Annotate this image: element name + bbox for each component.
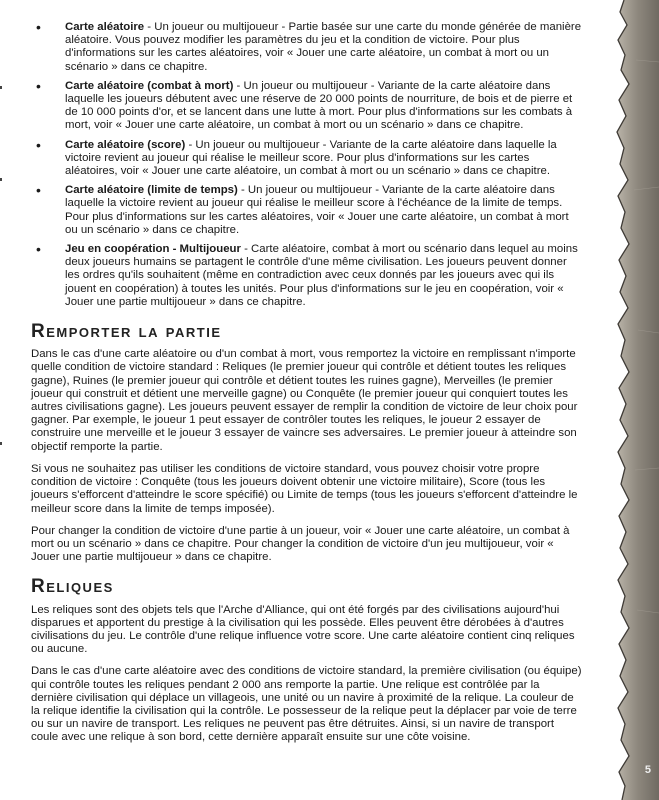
list-item (31, 184, 583, 237)
paragraph: Pour changer la condition de victoire d'une partie à un joueur, voir « Jouer une carte aléatoire, un combat à mort ou un scénario » dans ce chapitre. Pour changer la condition de victoire d'un jeu multijoueur, voir « Jouer une partie multijoueur » dans ce chapitre. (31, 524, 570, 564)
paragraph: Dans le cas d'une carte aléatoire ou d'un combat à mort, vous remportez la victoire en remplissant n'importe quelle condition de victoire standard : Reliques (le premier joueur qui contrôle et détient toutes les reliques gagne), Ruines (le premier joueur qui contrôle et détient toutes les ruines gagne), Merveilles (le premier joueur qui construit et détient une merveille gagne) ou Conquête (le premier joueur qui conquiert toutes les autres civilisations gagne). Les joueurs peuvent essayer de remplir la condition de victoire de leur choix pour gagner. Par exemple, le joueur 1 peut essayer de contrôler toutes les reliques, le joueur 2 essayer de construire une merveille et le joueur 3 essayer de vaincre ses adversaires. Le premier joueur à atteindre son objectif remporte la partie. (31, 348, 578, 453)
list-item (31, 136, 583, 179)
list-item (31, 243, 583, 309)
list-item-term: Carte aléatoire (limite de temps) (65, 184, 238, 197)
section-heading: Reliques (31, 576, 114, 598)
list-item-text: - Carte aléatoire, combat à mort ou scénario dans lequel au moins deux joueurs humains se partagent le contrôle d'une même civilisation. Les joueurs peuvent donner les ordres qu'ils souhaitent (même en contradiction avec ceux donnés par les joueurs avec qui ils jouent en coopération) à toutes les unités. Pour plus d'informations sur le jeu en coopération, voir « Jouer une partie multijoueur » dans ce chapitre. (65, 243, 578, 308)
bullet-icon: • (36, 19, 41, 35)
list-item-term: Carte aléatoire (combat à mort) (65, 79, 234, 92)
page-content (31, 21, 583, 754)
list-item-term: Carte aléatoire (65, 21, 145, 33)
list-item-text: - Un joueur ou multijoueur - Variante de la carte aléatoire dans laquelle la victoire revient au joueur qui réalise le meilleur score. Pour plus d'informations sur les cartes aléatoires, voir « Jouer une carte aléatoire, un combat à mort ou un scénario » dans ce chapitre. (65, 138, 557, 178)
torn-paper-edge (584, 0, 659, 800)
list-item-term: Carte aléatoire (score) (65, 138, 186, 151)
page-number: 5 (644, 764, 651, 776)
game-mode-list (31, 21, 583, 309)
list-item (31, 77, 583, 133)
section-heading: Remporter la partie (31, 321, 222, 343)
list-item (31, 21, 583, 74)
bullet-icon: • (36, 241, 41, 258)
list-item-text: - Un joueur ou multijoueur - Variante de la carte aléatoire dans laquelle les joueurs débutent avec une réserve de 20 000 points de nourriture, de bois et de pierre et de 10 000 points d'or, et se lancent dans une lutte à mort. Pour plus d'informations sur les combats à mort, voir « Jouer une carte aléatoire, un combat à mort ou un scénario » dans ce chapitre. (65, 79, 573, 132)
list-item-text: - Un joueur ou multijoueur - Partie basée sur une carte du monde générée de manière aléatoire. Vous pouvez modifier les paramètres du jeu et la condition de victoire. Pour plus d'informations sur les cartes aléatoires, voir « Jouer une carte aléatoire, un combat à mort ou un scénario » dans ce chapitre. (65, 21, 582, 73)
bullet-icon: • (36, 136, 41, 153)
list-item-term: Jeu en coopération - Multijoueur (65, 243, 241, 256)
margin-mark (0, 178, 2, 181)
paragraph: Si vous ne souhaitez pas utiliser les conditions de victoire standard, vous pouvez choisir votre propre condition de victoire : Conquête (tous les joueurs doivent obtenir une victoire militaire), Score (tous les joueurs s'efforcent d'atteindre le score spécifié) ou Limite de temps (tous les joueurs s'efforcent d'atteindre le meilleur score dans la limite de temps imposée). (31, 462, 578, 515)
margin-mark (0, 86, 2, 89)
bullet-icon: • (36, 182, 41, 199)
list-item-text: - Un joueur ou multijoueur - Variante de la carte aléatoire dans laquelle la victoire revient au joueur qui réalise le meilleur score à l'échéance de la limite de temps. Pour plus d'informations sur les cartes aléatoires, voir « Jouer une carte aléatoire, un combat à mort ou un scénario » dans ce chapitre. (65, 184, 569, 236)
paragraph: Dans le cas d'une carte aléatoire avec des conditions de victoire standard, la première civilisation (ou équipe) qui contrôle toutes les reliques pendant 2 000 ans remporte la partie. Une relique est contrôlée par la dernière civilisation qui déplace un villageois, une unité ou un navire à proximité de la relique. La couleur de la relique identifie la civilisation qui la contrôle. Le possesseur de la relique peut la déplacer par voie de terre ou sur un navire de transport. Les reliques ne peuvent pas être détruites. Ainsi, si un navire de transport coule avec une relique à son bord, cette dernière apparaît ensuite sur une côte voisine. (31, 665, 582, 744)
paragraph: Les reliques sont des objets tels que l'Arche d'Alliance, qui ont été forgés par des civilisations aujourd'hui disparues et apportent du prestige à la civilisation qui les possède. Elles peuvent être dérobées à d'autres civilisations du jeu. Le contrôle d'une relique influence votre score. Une carte aléatoire contient cinq reliques ou aucune. (31, 603, 575, 656)
bullet-icon: • (36, 77, 41, 94)
margin-mark (0, 442, 2, 445)
